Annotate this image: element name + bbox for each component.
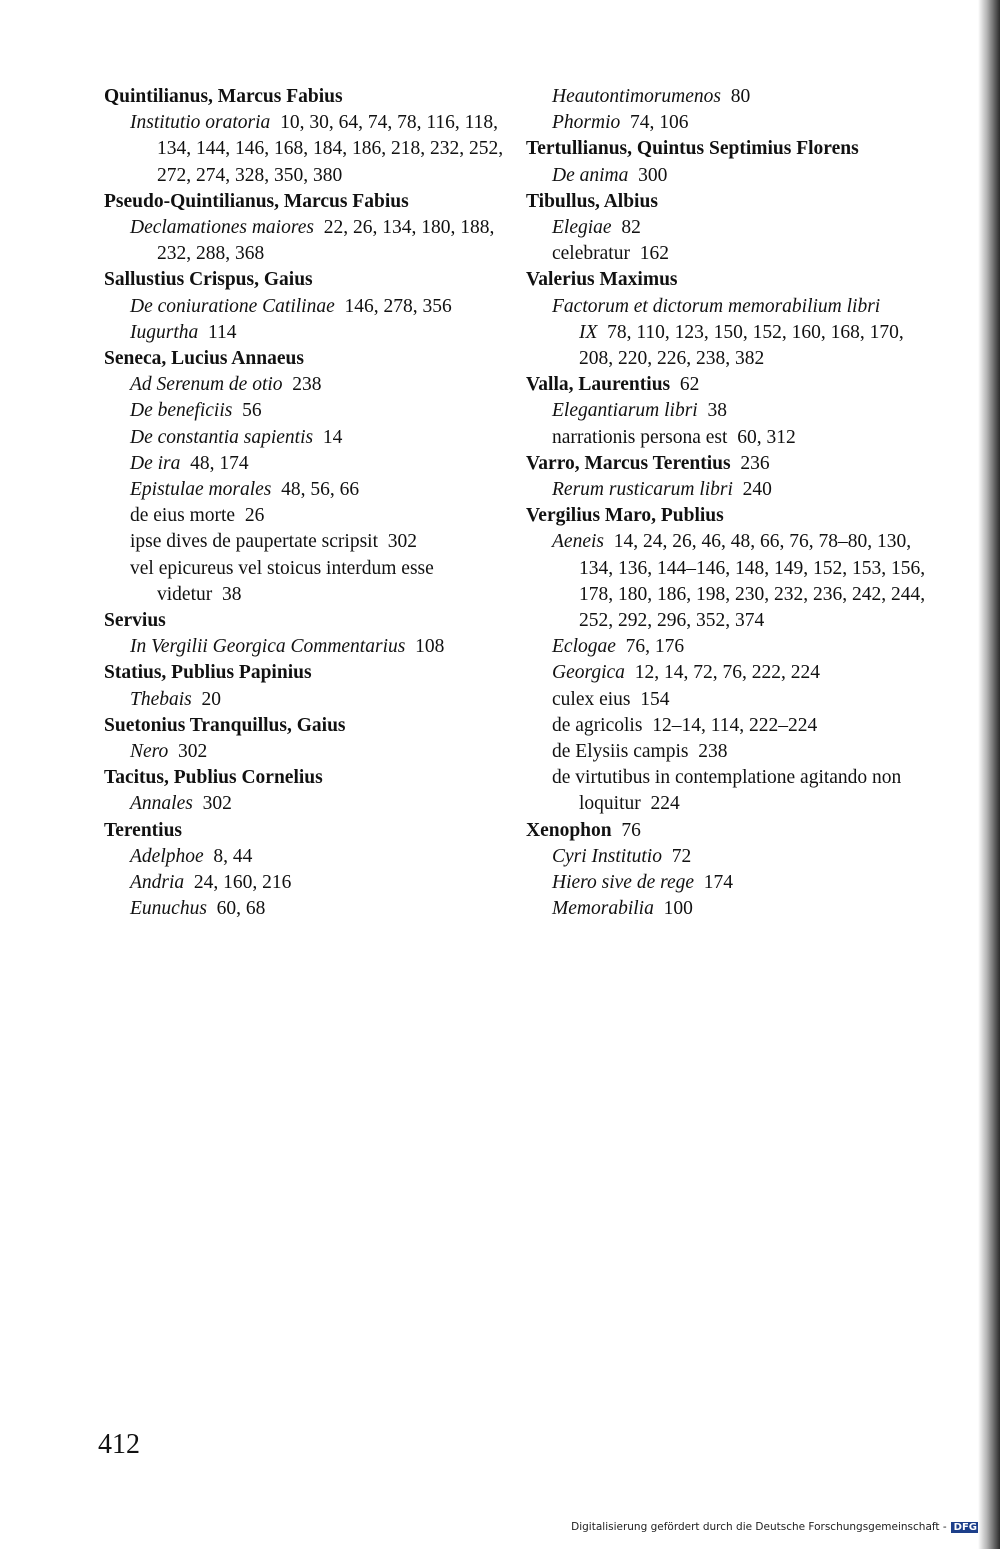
- author-heading: [104, 84, 504, 110]
- page-references: 56: [242, 400, 262, 422]
- work-title: De beneficiis: [130, 400, 233, 422]
- author-heading: [104, 818, 504, 844]
- page-references: 238: [292, 374, 322, 396]
- index-subentry: [526, 896, 926, 922]
- author-pages: 76: [621, 819, 641, 841]
- author-name: Seneca, Lucius Annaeus: [104, 348, 304, 370]
- author-heading: [104, 660, 504, 686]
- author-name: Suetonius Tranquillus, Gaius: [104, 714, 346, 736]
- page-references: 300: [638, 164, 668, 186]
- author-name: Varro, Marcus Terentius: [526, 452, 731, 474]
- work-title: Cyri Institutio: [552, 845, 662, 867]
- page-references: 38: [707, 400, 727, 422]
- page-references: 48, 174: [190, 452, 249, 474]
- topic-text: de virtutibus in contemplatione agitando non loquitur: [552, 767, 902, 815]
- page-references: 14, 24, 26, 46, 48, 66, 76, 78–80, 130, 134, 136, 144–146, 148, 149, 152, 153, 156, 178, 180, 186, 198, 230, 232, 236, 242, 244, 252, 292, 296, 352, 374: [579, 531, 926, 632]
- work-title: Eclogae: [552, 636, 616, 658]
- page-references: 60, 68: [216, 898, 266, 920]
- page-references: 76, 176: [625, 636, 685, 658]
- index-subentry: [104, 320, 504, 346]
- index-entry: [104, 818, 504, 923]
- index-column-right: [526, 84, 926, 923]
- page-references: 48, 56, 66: [281, 479, 360, 501]
- index-subentry: [526, 425, 926, 451]
- work-title: In Vergilii Georgica Commentarius: [130, 636, 406, 658]
- index-subentry: [526, 739, 926, 765]
- page-references: 162: [639, 243, 669, 265]
- work-title: Memorabilia: [552, 898, 654, 920]
- page-references: 10, 30, 64, 74, 78, 116, 118, 134, 144, 146, 168, 184, 186, 218, 232, 252, 272, 274, 328, 350, 380: [157, 112, 504, 186]
- page-references: 74, 106: [630, 112, 689, 134]
- author-name: Tacitus, Publius Cornelius: [104, 767, 323, 789]
- index-subentry: [526, 294, 926, 373]
- work-title: De ira: [130, 452, 181, 474]
- author-heading: [104, 608, 504, 634]
- page-references: 100: [663, 898, 693, 920]
- page-references: 60, 312: [737, 426, 796, 448]
- index-entry: [104, 608, 504, 660]
- topic-text: de eius morte: [130, 505, 236, 527]
- author-heading: [526, 372, 926, 398]
- index-entry: [104, 84, 504, 189]
- index-subentry: [104, 477, 504, 503]
- page-references: 26: [244, 505, 265, 527]
- topic-text: culex eius: [552, 688, 631, 710]
- index-subentry: [526, 529, 926, 634]
- work-title: Elegantiarum libri: [552, 400, 698, 422]
- author-name: Statius, Publius Papinius: [104, 662, 312, 684]
- index-subentry: [104, 294, 504, 320]
- page-references: 80: [730, 86, 751, 107]
- author-heading: [526, 503, 926, 529]
- author-name: Valerius Maximus: [526, 269, 678, 291]
- work-title: Hiero sive de rege: [552, 872, 695, 894]
- work-title: Rerum rusticarum libri: [552, 479, 733, 501]
- index-subentry: [526, 870, 926, 896]
- digitization-footer: [571, 1521, 980, 1533]
- work-title: De constantia sapientis: [130, 426, 314, 448]
- index-entry: [104, 713, 504, 765]
- topic-text: ipse dives de paupertate scripsit: [130, 531, 379, 553]
- author-pages: 236: [740, 452, 770, 474]
- index-subentry: [526, 844, 926, 870]
- index-subentry: [526, 687, 926, 713]
- topic-text: celebratur: [552, 243, 630, 265]
- index-entry: [526, 267, 926, 372]
- index-subentry: [104, 634, 504, 660]
- work-title: Andria: [130, 872, 185, 894]
- index-subentry: [104, 844, 504, 870]
- topic-text: de agricolis: [552, 714, 643, 736]
- work-title: Phormio: [552, 112, 621, 134]
- index-subentry: [104, 556, 504, 608]
- page-references: 240: [742, 479, 772, 501]
- work-title: Epistulae morales: [130, 479, 272, 501]
- index-subentry: [104, 110, 504, 189]
- index-entry: [104, 765, 504, 817]
- index-entry: [526, 372, 926, 451]
- page-references: 12–14, 114, 222–224: [652, 714, 818, 736]
- work-title: Thebais: [130, 688, 192, 710]
- work-title: Georgica: [552, 662, 625, 684]
- page-references: 154: [640, 688, 670, 710]
- index-entry: [104, 346, 504, 608]
- index-subentry: [526, 765, 926, 817]
- index-subentry: [104, 687, 504, 713]
- work-title: Declamationes maiores: [130, 217, 314, 239]
- work-title: Heautontimorumenos: [552, 86, 721, 107]
- index-subentry: [104, 896, 504, 922]
- index-subentry: [526, 634, 926, 660]
- work-title: Institutio oratoria: [130, 112, 271, 134]
- index-subentry: [104, 398, 504, 424]
- page-references: 108: [415, 636, 445, 658]
- page-references: 238: [698, 741, 728, 763]
- topic-text: vel epicureus vel stoicus interdum esse videtur: [130, 557, 434, 605]
- work-title: Nero: [130, 741, 169, 763]
- index-subentry: [104, 425, 504, 451]
- index-subentry: [104, 503, 504, 529]
- index-subentry: [104, 791, 504, 817]
- index-subentry: [526, 398, 926, 424]
- index-subentry: [526, 477, 926, 503]
- page-references: 224: [650, 793, 680, 815]
- page-references: 302: [387, 531, 418, 553]
- author-name: Valla, Laurentius: [526, 374, 671, 396]
- index-subentry: [104, 870, 504, 896]
- work-title: Iugurtha: [130, 321, 199, 343]
- index-entry: [526, 451, 926, 503]
- author-name: Terentius: [104, 819, 183, 841]
- work-title: Eunuchus: [130, 898, 207, 920]
- author-heading: [526, 451, 926, 477]
- index-subentry: [526, 713, 926, 739]
- page-references: 302: [178, 741, 208, 763]
- index-entry: [104, 267, 504, 346]
- index-subentry: [104, 451, 504, 477]
- topic-text: de Elysiis campis: [552, 741, 689, 763]
- index-entry: [526, 84, 926, 136]
- index-subentry: [526, 215, 926, 241]
- author-name: Sallustius Crispus, Gaius: [104, 269, 313, 291]
- author-heading: [104, 189, 504, 215]
- index-subentry: [104, 739, 504, 765]
- index-subentry: [526, 660, 926, 686]
- author-name: Tertullianus, Quintus Septimius Florens: [526, 138, 859, 160]
- page-references: 72: [671, 845, 692, 867]
- page-references: 22, 26, 134, 180, 188, 232, 288, 368: [157, 217, 495, 265]
- page-references: 12, 14, 72, 76, 222, 224: [634, 662, 820, 684]
- page-references: 78, 110, 123, 150, 152, 160, 168, 170, 208, 220, 226, 238, 382: [579, 321, 904, 370]
- work-title: De coniuratione Catilinae: [130, 295, 335, 317]
- page-references: 20: [201, 688, 222, 710]
- page-references: 146, 278, 356: [344, 295, 452, 317]
- page-references: 24, 160, 216: [193, 872, 292, 894]
- author-name: Pseudo-Quintilianus, Marcus Fabius: [104, 190, 409, 212]
- topic-text: narrationis persona est: [552, 426, 728, 448]
- author-heading: [526, 818, 926, 844]
- author-heading: [104, 765, 504, 791]
- work-title: Adelphoe: [130, 845, 204, 867]
- index-entry: [526, 136, 926, 188]
- work-title: Elegiae: [552, 217, 612, 239]
- work-title: De anima: [552, 164, 629, 186]
- author-name: Vergilius Maro, Publius: [526, 505, 724, 527]
- author-heading: [526, 189, 926, 215]
- page-references: 302: [202, 793, 232, 815]
- index-entry: [104, 660, 504, 712]
- index-column-left: [104, 84, 504, 923]
- author-heading: [526, 136, 926, 162]
- page-references: 14: [322, 426, 343, 448]
- index-subentry: [104, 372, 504, 398]
- index-entry: [526, 818, 926, 923]
- author-heading: [104, 713, 504, 739]
- page-references: 82: [621, 217, 641, 239]
- page-references: 38: [221, 583, 242, 605]
- footer-text: Digitalisierung gefördert durch die Deutsche Forschungsgemeinschaft -: [571, 1521, 947, 1533]
- author-name: Quintilianus, Marcus Fabius: [104, 86, 343, 107]
- index-entry: [104, 189, 504, 268]
- work-title: Annales: [130, 793, 193, 815]
- dfg-logo: DFG: [951, 1522, 980, 1533]
- author-heading: [104, 267, 504, 293]
- index-subentry: [104, 529, 504, 555]
- work-title: Aeneis: [552, 531, 604, 553]
- page-references: 8, 44: [213, 845, 253, 867]
- work-title: Ad Serenum de otio: [130, 374, 283, 396]
- index-subentry: [526, 163, 926, 189]
- work-title: Factorum et dictorum memorabilium libri IX: [552, 295, 881, 343]
- page-references: 114: [208, 321, 237, 343]
- index-entry: [526, 189, 926, 268]
- author-pages: 62: [679, 374, 700, 396]
- index-subentry: [526, 110, 926, 136]
- index-entry: [526, 503, 926, 817]
- author-heading: [526, 267, 926, 293]
- index-subentry: [526, 84, 926, 110]
- index-subentry: [104, 215, 504, 267]
- page-edge-shadow: [978, 0, 1000, 1549]
- page-references: 174: [703, 872, 734, 894]
- author-name: Xenophon: [526, 819, 612, 841]
- page-number: 412: [98, 1429, 140, 1460]
- author-name: Servius: [104, 610, 166, 632]
- index-subentry: [526, 241, 926, 267]
- author-heading: [104, 346, 504, 372]
- author-name: Tibullus, Albius: [526, 190, 658, 212]
